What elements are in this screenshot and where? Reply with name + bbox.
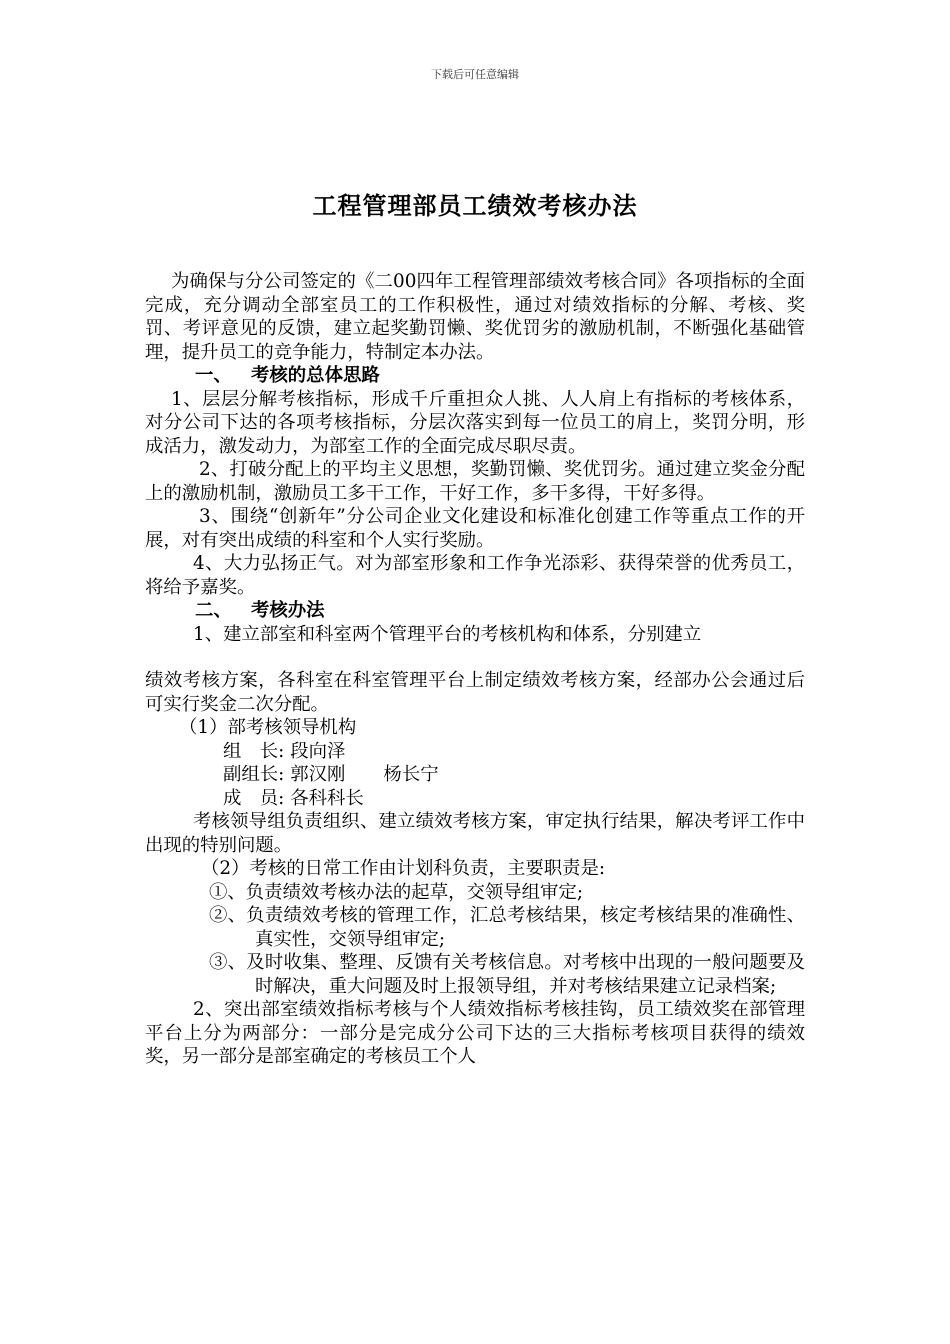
section1-heading xyxy=(145,364,805,388)
section2-number: 二、 xyxy=(195,600,232,621)
deputy-name-1: 郭汉刚 xyxy=(290,764,346,785)
leader-label: 组 长: xyxy=(223,740,285,762)
group-duty-paragraph: 考核领导组负责组织、建立绩效考核方案，审定执行结果，解决考评工作中出现的特别问题。 xyxy=(145,811,805,856)
subsection-2-title: （2）考核的日常工作由计划科负责，主要职责是: xyxy=(201,858,606,879)
duty-item-2: ②、负责绩效考核的管理工作，汇总考核结果，核定考核结果的准确性、真实性，交领导组审定; xyxy=(209,905,805,950)
leader-name: 段向泽 xyxy=(290,740,346,762)
deputy-row xyxy=(145,763,805,787)
member-label: 成 员: xyxy=(223,787,285,809)
duty-item-1: ①、负责绩效考核办法的起草，交领导组审定; xyxy=(209,881,584,903)
section2-title: 考核办法 xyxy=(251,600,325,621)
section2-item-1-rest: 绩效考核方案，各科室在科室管理平台上制定绩效考核方案，经部办公会通过后可实行奖金二次分配。 xyxy=(145,670,805,715)
deputy-name-2: 杨长宁 xyxy=(383,764,439,785)
section1-item-1: 1、层层分解考核指标，形成千斤重担众人挑、人人肩上有指标的考核体系，对分公司下达的各项考核指标，分层次落实到每一位员工的肩上，奖罚分明，形成活力，激发动力，为部室工作的全面完成尽职尽责。 xyxy=(145,388,805,457)
paragraph-gap xyxy=(145,646,805,669)
section1-item-4: 4、大力弘扬正气。对为部室形象和工作争光添彩、获得荣誉的优秀员工，将给予嘉奖。 xyxy=(145,553,805,598)
member-row xyxy=(145,787,805,811)
document-body xyxy=(145,270,805,1069)
leader-row xyxy=(145,740,805,764)
section1-item-2: 2、打破分配上的平均主义思想，奖勤罚懒、奖优罚劣。通过建立奖金分配上的激励机制，激励员工多干工作，干好工作，多干多得，干好多得。 xyxy=(145,459,805,504)
section1-number: 一、 xyxy=(195,365,232,386)
section2-item-2: 2、突出部室绩效指标考核与个人绩效指标考核挂钩，员工绩效奖在部管理平台上分为两部分：一部分是完成分公司下达的三大指标考核项目获得的绩效奖，另一部分是部室确定的考核员工个人 xyxy=(145,999,805,1067)
section1-title: 考核的总体思路 xyxy=(251,365,380,386)
duty-item-3: ③、及时收集、整理、反馈有关考核信息。对考核中出现的一般问题要及时解决，重大问题及时上报领导组，并对考核结果建立记录档案; xyxy=(209,952,805,997)
intro-paragraph: 为确保与分公司签定的《二00四年工程管理部绩效考核合同》各项指标的全面完成，充分调动全部室员工的工作积极性，通过对绩效指标的分解、考核、奖罚、考评意见的反馈，建立起奖勤罚懒、奖优罚劣的激励机制，不断强化基础管理，提升员工的竞争能力，特制定本办法。 xyxy=(145,271,805,363)
deputy-label: 副组长: xyxy=(223,764,285,785)
section2-heading xyxy=(145,599,805,623)
member-name: 各科科长 xyxy=(290,787,364,809)
section1-item-3: 3、围绕“创新年”分公司企业文化建设和标准化创建工作等重点工作的开展，对有突出成绩的科室和个人实行奖励。 xyxy=(145,506,805,551)
subsection-1-title: （1）部考核领导机构 xyxy=(179,717,357,738)
section2-item-1-line1: 1、建立部室和科室两个管理平台的考核机构和体系，分别建立 xyxy=(193,623,702,645)
page-title: 工程管理部员工绩效考核办法 xyxy=(312,191,638,220)
header-note: 下载后可任意编辑 xyxy=(431,68,519,81)
